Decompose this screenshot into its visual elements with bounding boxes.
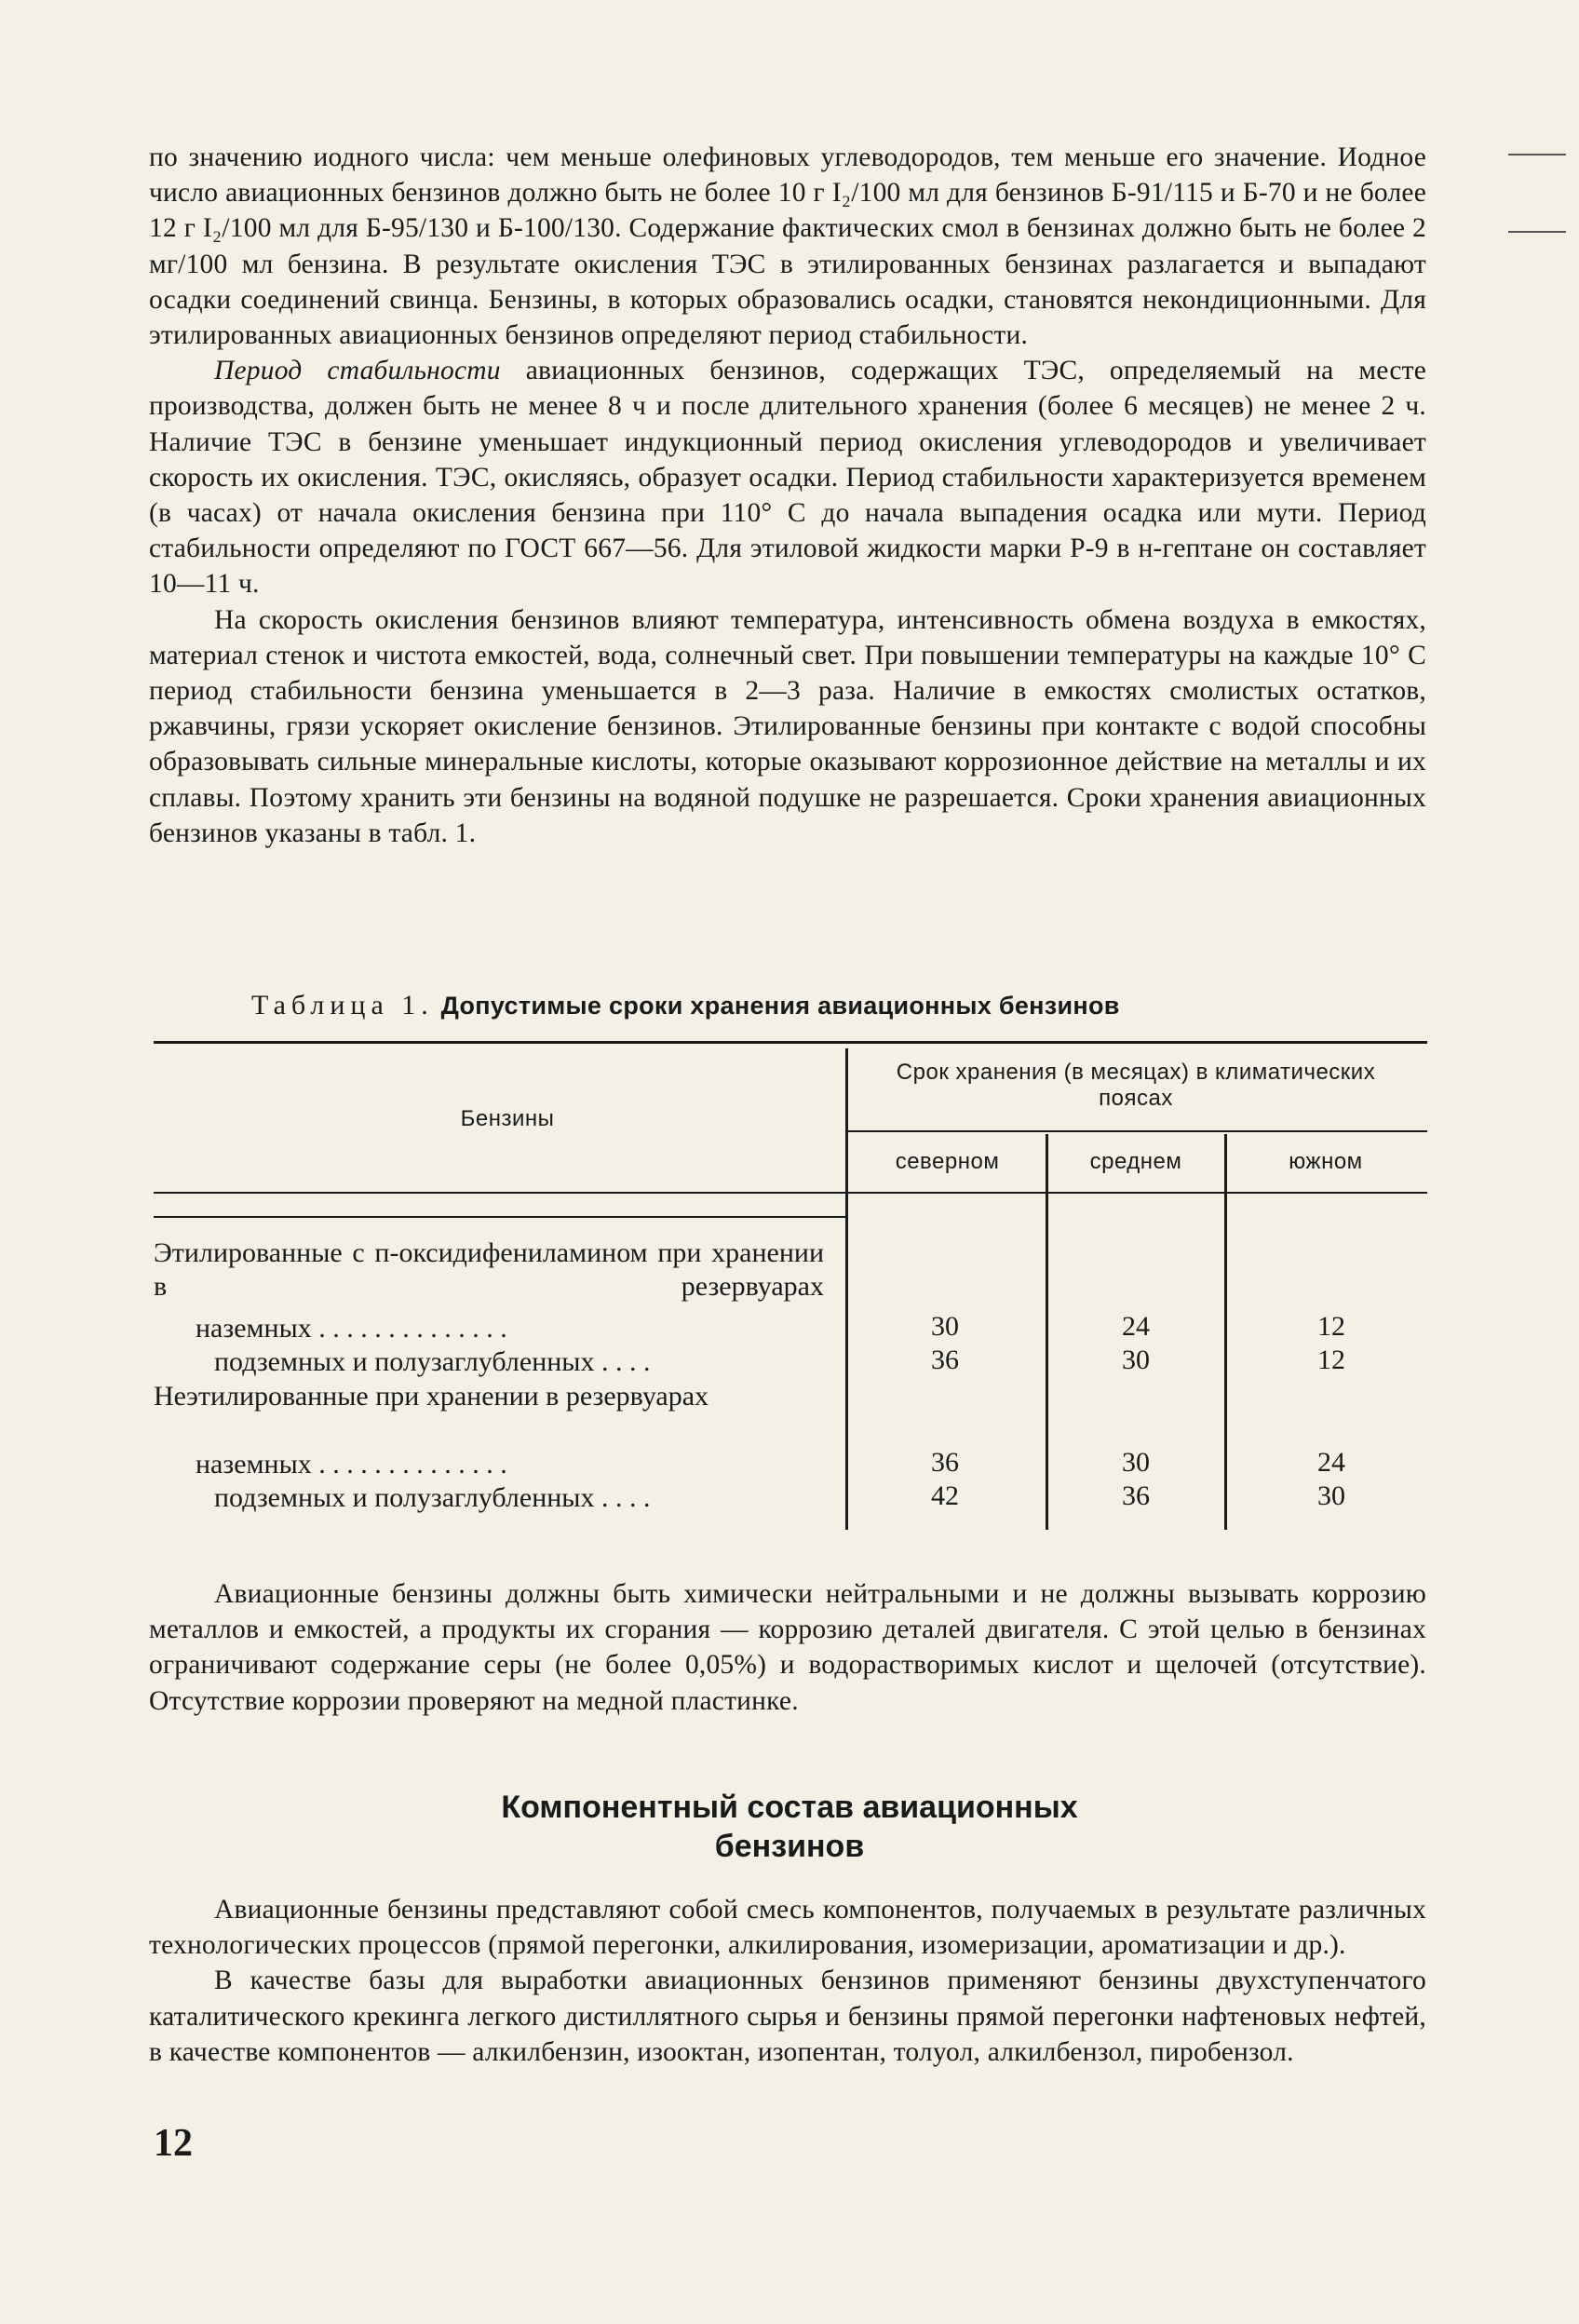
margin-mark bbox=[1508, 154, 1566, 155]
header-zone-north: северном bbox=[895, 1149, 1000, 1174]
top-text-block bbox=[149, 140, 1426, 851]
cell-value: 12 bbox=[1317, 1344, 1345, 1375]
table-group-title bbox=[154, 1380, 824, 1413]
paragraph: Авиационные бензины должны быть химически нейтральными и не должны вызывать коррозию металлов и емкостей, а продукты их сгорания — коррозию деталей двигателя. С этой целью в бензинах ограничивают содержание серы (не более 0,05%) и водорастворимых кислот и щелочей (отсутствие). Отсутствие коррозии проверяют на медной пластинке. bbox=[149, 1579, 1426, 1716]
table-group-rule bbox=[845, 1130, 1427, 1132]
paragraph-stability bbox=[149, 353, 1426, 601]
header-storage-group: Срок хранения (в месяцах) в климатических поясах bbox=[896, 1060, 1376, 1111]
paragraph: по значению иодного числа: чем меньше олефиновых углеводородов, тем меньше его значение. Иодное число авиационных бензинов должно быть не более 10 г I₂/100 мл для бензинов Б-91/115 и Б-70 и не более 12 г I₂/100 мл для Б-95/130 и Б-100/130. Содержание фактических смол в бензинах должно быть не более 2 мг/100 мл бензина. В результате окисления ТЭС в этилированных бензинах разлагается и выпадают осадки соединений свинца. Бензины, в которых образовались осадки, становятся некондиционными. Для этилированных авиационных бензинов определяют период стабильности. bbox=[149, 142, 1426, 351]
cell-value: 30 bbox=[1122, 1344, 1150, 1375]
cell-value: 24 bbox=[1122, 1311, 1150, 1342]
table-body-rule bbox=[154, 1216, 845, 1218]
cell-value: 36 bbox=[931, 1344, 959, 1375]
bottom-text-block bbox=[149, 1892, 1426, 2070]
table-top-rule bbox=[154, 1041, 1427, 1044]
table-row-label: наземных . . . . . . . . . . . . . . bbox=[196, 1449, 507, 1480]
table-vrule bbox=[1224, 1134, 1227, 1530]
cell-value: 36 bbox=[931, 1447, 959, 1478]
cell-value: 30 bbox=[931, 1311, 959, 1342]
header-fuel: Бензины bbox=[460, 1106, 555, 1131]
paragraph: Авиационные бензины представляют собой смесь компонентов, получаемых в результате различных технологических процессов (прямой перегонки, алкилирования, изомеризации, ароматизации и др.). bbox=[149, 1895, 1426, 1961]
section-title-line: Компонентный состав авиационных bbox=[501, 1790, 1078, 1825]
group-title-text: Этилированные с п-оксидифениламином при хранении в резервуарах bbox=[154, 1237, 824, 1302]
table-row-label: подземных и полузаглубленных . . . . bbox=[214, 1482, 651, 1513]
table-vrule bbox=[845, 1048, 848, 1530]
cell-value: 24 bbox=[1317, 1447, 1345, 1478]
after-table-block bbox=[149, 1576, 1426, 1719]
cell-value: 12 bbox=[1317, 1311, 1345, 1342]
italic-term: Период стабильности bbox=[214, 356, 501, 386]
paragraph-text: авиационных бензинов, содержащих ТЭС, определяемый на месте производства, должен быть не менее 8 ч и после длительного хранения (более 6 месяцев) не менее 2 ч. Наличие ТЭС в бензине уменьшает индукционный период окисления углеводородов и увеличивает скорость их окисления. ТЭС, окисляясь, образует осадки. Период стабильности характеризуется временем (в часах) от начала окисления бензина при 110° С до начала выпадения осадка или мути. Период стабильности определяют по ГОСТ 667—56. Для этиловой жидкости марки Р-9 в н-гептане он составляет 10—11 ч. bbox=[149, 356, 1426, 600]
table-group-title bbox=[154, 1236, 824, 1304]
table-head-rule bbox=[154, 1192, 1427, 1194]
margin-mark bbox=[1508, 231, 1566, 233]
cell-value: 30 bbox=[1317, 1480, 1345, 1511]
table-caption-title: Допустимые сроки хранения авиационных бензинов bbox=[440, 992, 1120, 1020]
table-row-label: подземных и полузаглубленных . . . . bbox=[214, 1346, 651, 1377]
cell-value: 30 bbox=[1122, 1447, 1150, 1478]
section-title bbox=[0, 1788, 1579, 1866]
paragraph: На скорость окисления бензинов влияют температура, интенсивность обмена воздуха в емкостях, материал стенок и чистота емкостей, вода, солнечный свет. При повышении температуры на каждые 10° С период стабильности бензина уменьшается в 2—3 раза. Наличие в емкостях смолистых остатков, ржавчины, грязи ускоряет окисление бензинов. Этилированные бензины при контакте с водой способны образовывать сильные минеральные кислоты, которые оказывают коррозионное действие на металлы и их сплавы. Поэтому хранить эти бензины на водяной подушке не разрешается. Сроки хранения авиационных бензинов указаны в табл. 1. bbox=[149, 604, 1426, 848]
cell-value: 36 bbox=[1122, 1480, 1150, 1511]
header-zone-south: южном bbox=[1289, 1149, 1363, 1174]
table-vrule bbox=[1046, 1134, 1048, 1530]
header-zone-middle: среднем bbox=[1089, 1149, 1182, 1174]
group-title-text: Неэтилированные при хранении в резервуарах bbox=[154, 1381, 709, 1412]
table-caption bbox=[251, 990, 1120, 1021]
paragraph: В качестве базы для выработки авиационных бензинов применяют бензины двухступенчатого каталитического крекинга легкого дистиллятного сырья и бензины прямой перегонки нафтеновых нефтей, в качестве компонентов — алкилбензин, изооктан, изопентан, толуол, алкилбензол, пиробензол. bbox=[149, 1966, 1426, 2067]
section-title-line: бензинов bbox=[714, 1829, 865, 1864]
table-caption-prefix: Таблица 1. bbox=[251, 990, 434, 1020]
storage-table bbox=[154, 1041, 1427, 1530]
cell-value: 42 bbox=[931, 1480, 959, 1511]
page-number: 12 bbox=[154, 2122, 193, 2165]
table-row-label: наземных . . . . . . . . . . . . . . bbox=[196, 1313, 507, 1344]
